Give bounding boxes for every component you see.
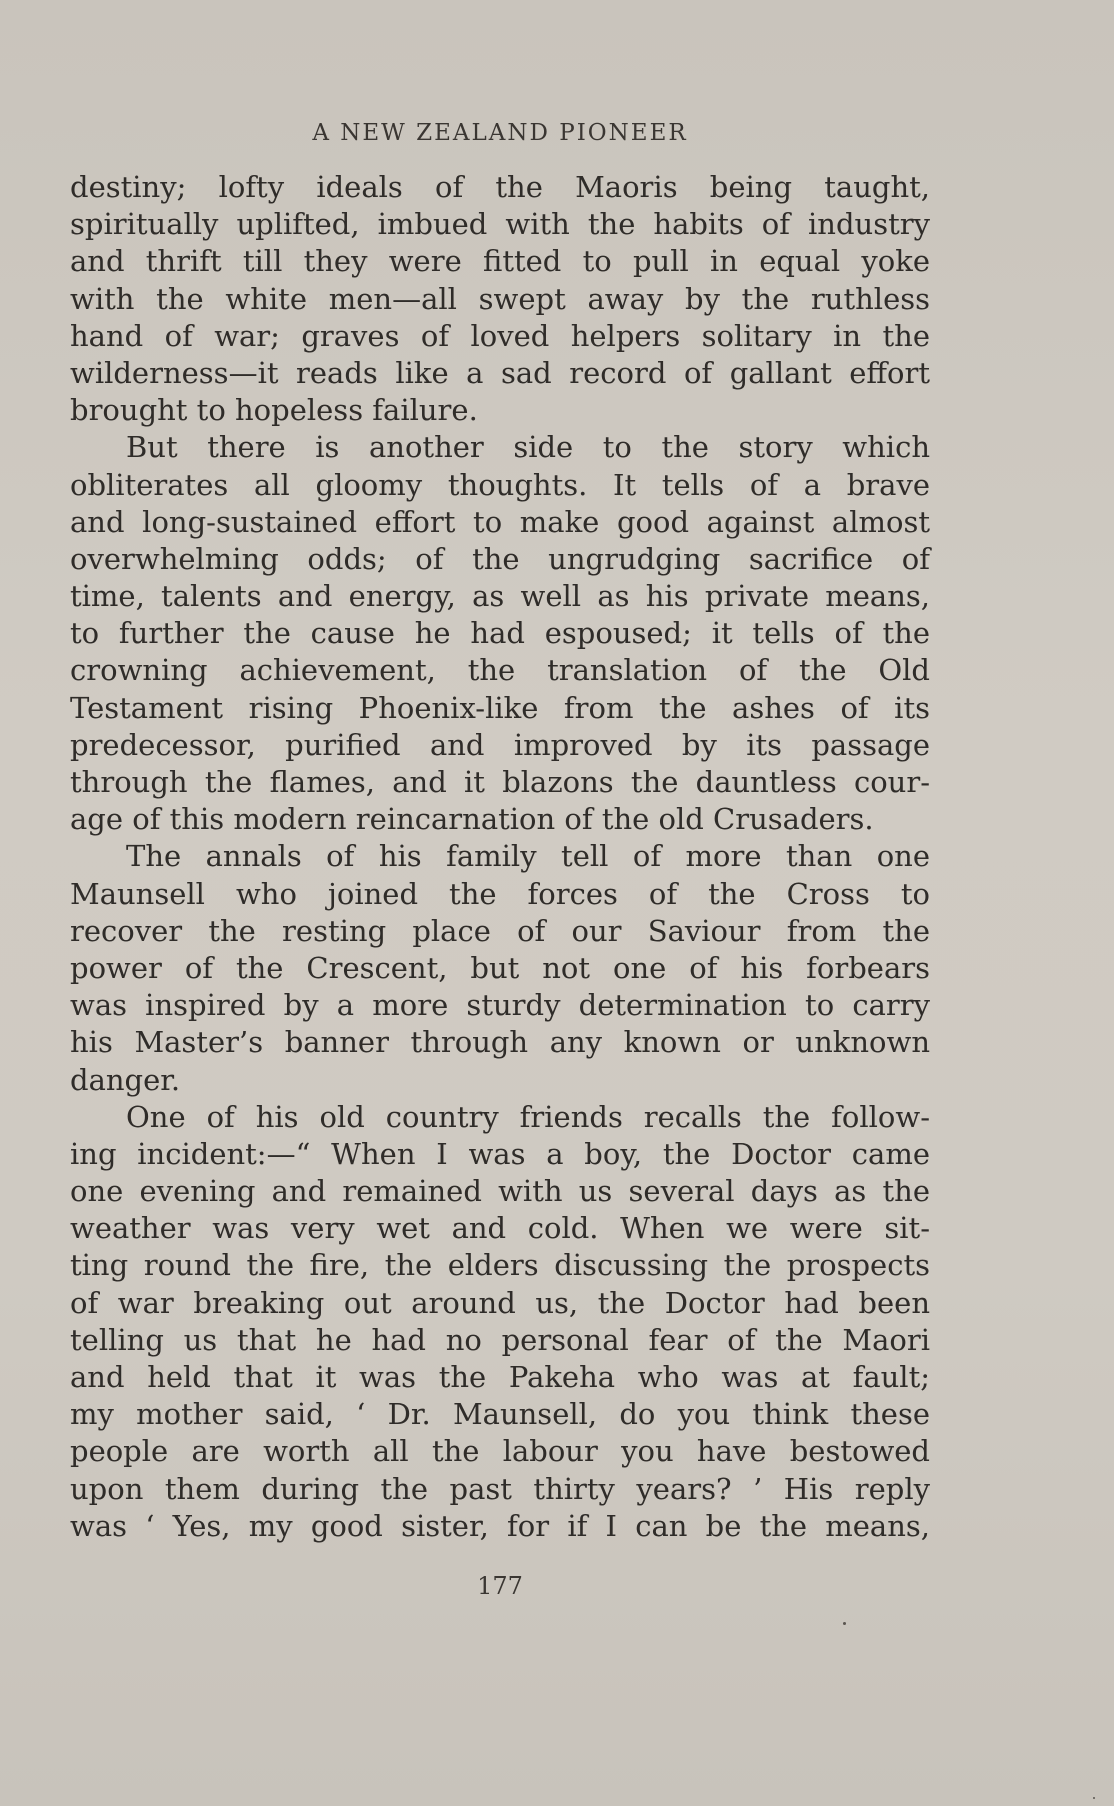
text-line: time, talents and energy, as well as his private means, [70,579,930,614]
text-line: obliterates all gloomy thoughts. It tells of a brave [70,467,930,502]
text-line: one evening and remained with us several days as the [70,1174,930,1209]
text-line: overwhelming odds; of the ungrudging sacrifice of [70,541,930,576]
text-line: ing incident:—“ When I was a boy, the Doctor came [70,1136,930,1171]
text-line: ting round the fire, the elders discussing the prospects [70,1248,930,1283]
text-line: recover the resting place of our Saviour from the [70,913,930,948]
text-line: his Master’s banner through any known or unknown [70,1025,930,1060]
text-line: power of the Crescent, but not one of his forbears [70,950,930,985]
text-line: with the white men—all swept away by the ruthless [70,281,930,316]
text-line: danger. [70,1062,181,1097]
body-text [70,169,930,1545]
text-line: telling us that he had no personal fear of the Maori [70,1322,930,1357]
text-line: Maunsell who joined the forces of the Cross to [70,876,930,911]
text-line: weather was very wet and cold. When we were sit- [70,1211,930,1246]
text-line: through the flames, and it blazons the dauntless cour- [70,765,930,799]
text-line: The annals of his family tell of more than one [126,839,930,874]
text-line: But there is another side to the story which [126,430,930,465]
text-line: and thrift till they were fitted to pull in equal yoke [70,244,930,279]
text-line: and long-sustained effort to make good against almost [70,504,930,539]
text-line: Testament rising Phoenix-like from the ashes of its [70,690,930,725]
text-line: wilderness—it reads like a sad record of gallant effort [70,355,930,390]
text-line: people are worth all the labour you have bestowed [70,1434,930,1469]
text-line: destiny; lofty ideals of the Maoris being taught, [70,170,930,204]
text-line: crowning achievement, the translation of the Old [70,653,930,688]
text-line: brought to hopeless failure. [70,393,478,428]
text-line: predecessor, purified and improved by its passage [70,727,930,762]
text-line: was inspired by a more sturdy determination to carry [70,988,930,1023]
text-line: and held that it was the Pakeha who was at fault; [70,1360,930,1394]
text-line: of war breaking out around us, the Doctor had been [70,1285,930,1320]
text-line: was ‘ Yes, my good sister, for if I can be the means, [70,1508,930,1543]
paper-speck [843,1622,846,1625]
text-line: upon them during the past thirty years? ’ His reply [70,1471,930,1506]
text-line: hand of war; graves of loved helpers solitary in the [70,318,930,353]
page-number: 177 [477,1572,523,1600]
text-line: my mother said, ‘ Dr. Maunsell, do you think these [70,1397,930,1432]
text-line: to further the cause he had espoused; it tells of the [70,616,930,651]
text-line: age of this modern reincarnation of the old Crusaders. [70,802,874,837]
text-line: One of his old country friends recalls the follow- [126,1099,930,1134]
paper-speck [1093,1797,1095,1799]
text-line: spiritually uplifted, imbued with the habits of industry [70,207,930,242]
running-head: A NEW ZEALAND PIONEER [312,120,688,146]
